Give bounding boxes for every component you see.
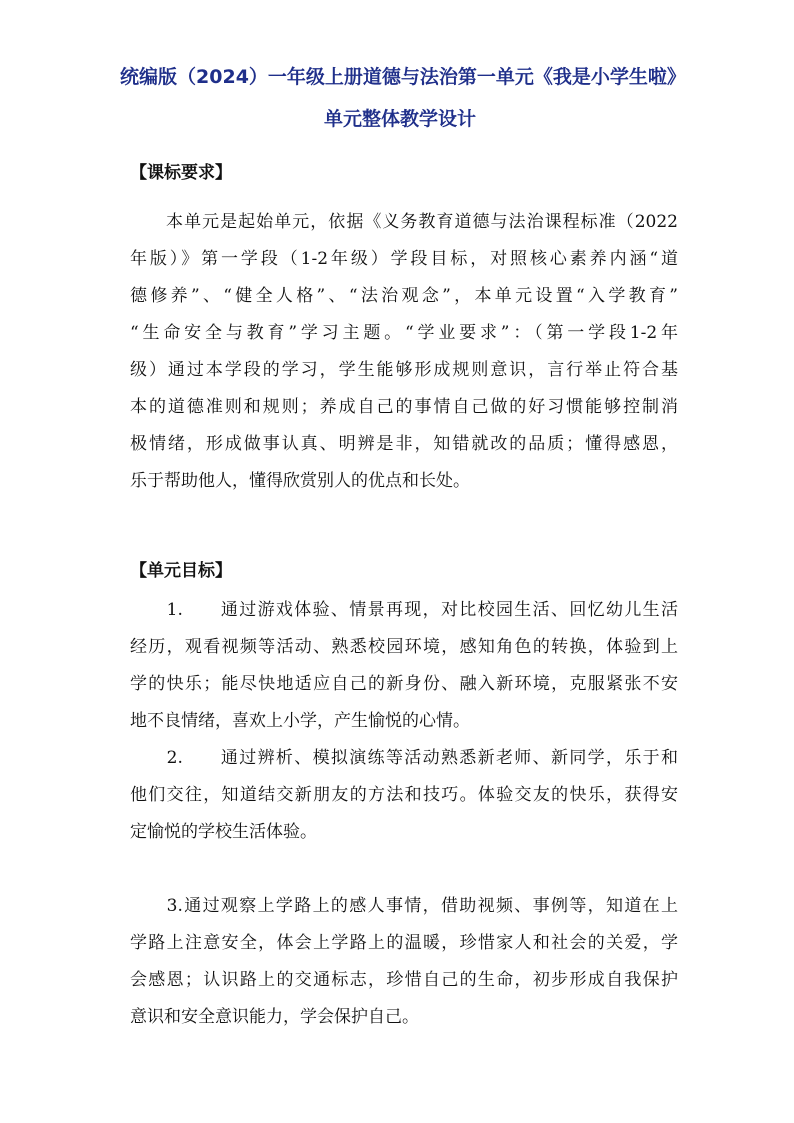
paragraph-line: 年版）》第一学段（1-2年级）学段目标，对照核心素养内涵“道 [130,249,678,269]
paragraph-line: 德修养”、“健全人格”、“法治观念”，本单元设置“入学教育” [130,286,678,306]
paragraph-curriculum-requirements [130,204,678,500]
paragraph-line: 学的快乐；能尽快地适应自己的新身份、融入新环境，克服紧张不安 [130,674,678,694]
paragraph-line: 他们交往，知道结交新朋友的方法和技巧。体验交友的快乐，获得安 [130,785,678,805]
paragraph-line: “生命安全与教育”学习主题。“学业要求”：（第一学段1-2年 [130,323,678,343]
paragraph-goal-1 [130,592,678,740]
paragraph-line: 级）通过本学段的学习，学生能够形成规则意识，言行举止符合基 [130,360,678,380]
paragraph-line: 意识和安全意识能力，学会保护自己。 [130,1007,419,1027]
section-heading-unit-goals: 【单元目标】 [130,561,232,581]
paragraph-line: 极情绪，形成做事认真、明辨是非，知错就改的品质；懂得感恩， [130,434,678,454]
paragraph-line: 学路上注意安全，体会上学路上的温暖，珍惜家人和社会的关爱，学 [130,933,678,953]
paragraph-line: 经历，观看视频等活动、熟悉校园环境，感知角色的转换，体验到上 [130,637,678,657]
paragraph-line: 3.通过观察上学路上的感人事情，借助视频、事例等，知道在上 [130,896,678,916]
paragraph-line: 1. 通过游戏体验、情景再现，对比校园生活、回忆幼儿生活 [130,600,678,620]
paragraph-line: 2. 通过辨析、模拟演练等活动熟悉新老师、新同学，乐于和 [130,748,678,768]
document-title-line-1: 统编版（2024）一年级上册道德与法治第一单元《我是小学生啦》 [120,66,686,88]
paragraph-line: 定愉悦的学校生活体验。 [130,822,317,842]
paragraph-goal-3 [130,888,678,1036]
paragraph-goal-2 [130,740,678,851]
section-heading-curriculum-requirements: 【课标要求】 [130,163,232,183]
paragraph-line: 会感恩；认识路上的交通标志，珍惜自己的生命，初步形成自我保护 [130,970,678,990]
paragraph-line: 乐于帮助他人，懂得欣赏别人的优点和长处。 [130,471,470,491]
paragraph-line: 地不良情绪，喜欢上小学，产生愉悦的心情。 [130,711,470,731]
paragraph-line: 本的道德准则和规则；养成自己的事情自己做的好习惯能够控制消 [130,397,678,417]
paragraph-line: 本单元是起始单元，依据《义务教育道德与法治课程标准（2022 [130,212,678,232]
document-title-line-2: 单元整体教学设计 [323,108,476,130]
